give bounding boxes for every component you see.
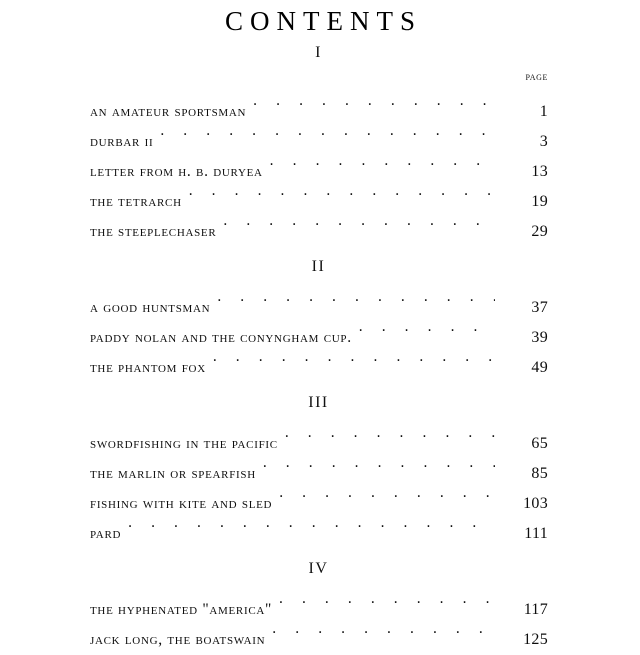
toc-entry-title: paddy nolan and the conyngham cup. xyxy=(90,329,352,346)
leader-dots xyxy=(213,342,495,372)
leader-dots xyxy=(253,86,495,116)
toc-section xyxy=(90,38,555,240)
toc-entry-title: an amateur sportsman xyxy=(90,103,247,120)
toc-entry[interactable] xyxy=(90,508,555,542)
toc-entry-page-number: 65 xyxy=(531,435,548,452)
toc-entry-page-number: 19 xyxy=(531,193,548,210)
toc-entry-title: the tetrarch xyxy=(90,193,182,210)
toc-entry-title: a good huntsman xyxy=(90,299,211,316)
toc-entry-page-number: 39 xyxy=(531,329,548,346)
toc-entry-page-number: 49 xyxy=(531,359,548,376)
toc-section xyxy=(90,236,555,376)
leader-dots xyxy=(223,206,495,236)
page-title: CONTENTS xyxy=(225,6,422,36)
leader-dots xyxy=(217,282,495,312)
toc-entry-page-number: 85 xyxy=(531,465,548,482)
leader-dots xyxy=(270,146,495,176)
toc-entry[interactable] xyxy=(90,86,555,120)
toc-entry-title: fishing with kite and sled xyxy=(90,495,273,512)
leader-dots xyxy=(160,116,495,146)
leader-dots xyxy=(189,176,495,206)
toc-entry[interactable] xyxy=(90,146,555,180)
toc-entry-page-number: 29 xyxy=(531,223,548,240)
toc-entry-page-number: 13 xyxy=(531,163,548,180)
page-column-header: page xyxy=(525,71,548,83)
toc-entry-title: the phantom fox xyxy=(90,359,206,376)
toc-entry-page-number: 3 xyxy=(539,133,548,150)
toc-entry-title: durbar ii xyxy=(90,133,154,150)
toc-body xyxy=(85,38,555,648)
leader-dots xyxy=(285,418,495,448)
toc-entry[interactable] xyxy=(90,282,555,316)
leader-dots xyxy=(359,312,495,342)
leader-dots xyxy=(263,448,495,478)
toc-entry[interactable] xyxy=(90,116,555,150)
section-numeral: II xyxy=(311,258,326,275)
toc-entry-page-number: 125 xyxy=(523,631,548,648)
toc-entry-page-number: 37 xyxy=(531,299,548,316)
toc-entry-page-number: 1 xyxy=(539,103,548,120)
leader-dots xyxy=(128,508,495,538)
leader-dots xyxy=(279,478,495,508)
page-column-header-row xyxy=(90,68,555,86)
toc-entry-title: the marlin or spearfish xyxy=(90,465,256,482)
section-numeral: III xyxy=(308,394,329,411)
toc-section xyxy=(90,538,555,648)
section-numeral: IV xyxy=(308,560,329,577)
toc-entry-title: pard xyxy=(90,525,122,542)
toc-entry-title: letter from h. b. duryea xyxy=(90,163,263,180)
toc-entry-title: jack long, the boatswain xyxy=(90,631,266,648)
toc-entry-title: the steeplechaser xyxy=(90,223,217,240)
toc-entry-page-number: 103 xyxy=(523,495,548,512)
toc-entry[interactable] xyxy=(90,584,555,618)
leader-dots xyxy=(279,584,495,614)
toc-entry-page-number: 117 xyxy=(523,601,548,618)
section-numeral: I xyxy=(315,44,322,61)
toc-entry[interactable] xyxy=(90,418,555,452)
toc-entry-title: the hyphenated "america" xyxy=(90,601,273,618)
toc-entry-page-number: 111 xyxy=(524,525,548,542)
toc-entry-title: swordfishing in the pacific xyxy=(90,435,278,452)
toc-section xyxy=(90,372,555,542)
